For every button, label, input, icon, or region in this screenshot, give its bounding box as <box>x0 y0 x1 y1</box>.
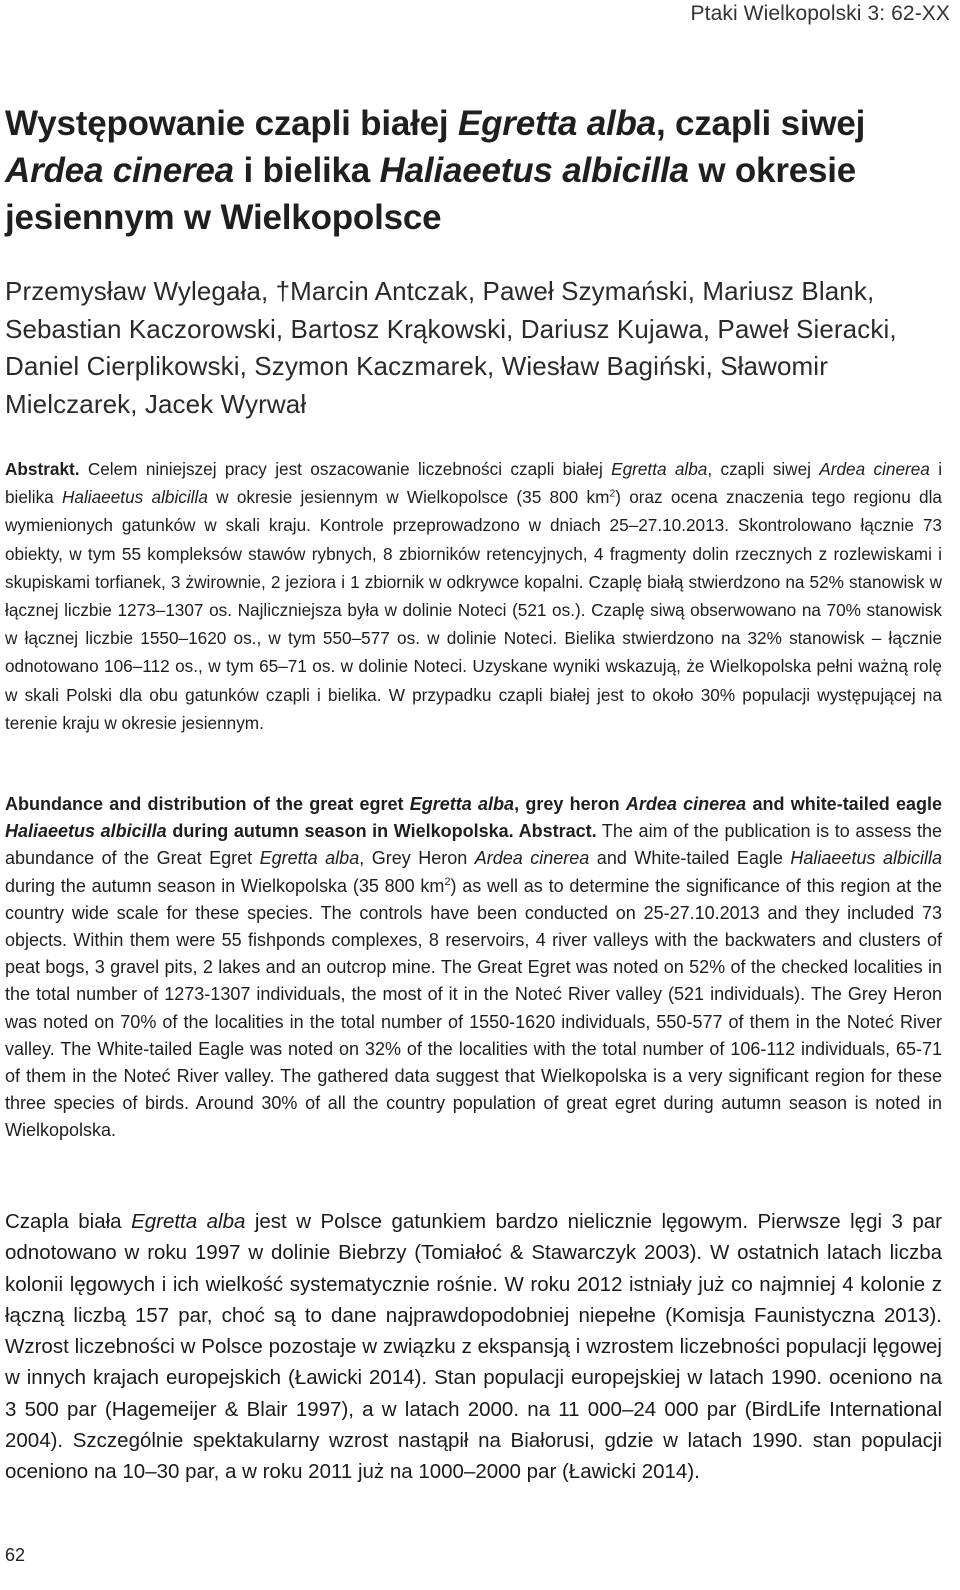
species-name: Ardea cinerea <box>819 459 930 479</box>
abstract-text: i bielika <box>5 459 943 508</box>
author-list: Przemysław Wylegała, †Marcin Antczak, Paweł Szymański, Mariusz Blank, Sebastian Kaczorowski, Bartosz Krąkowski, Dariusz Kujawa, Paweł Sieracki, Daniel Cierplikowski, Szymon Kaczmarek, Wiesław Bagiński, Sławomir Mielczarek, Jacek Wyrwał <box>5 276 897 419</box>
abstract-text: , czapli siwej <box>707 459 820 479</box>
species-name: Ardea cinerea <box>625 794 747 814</box>
article-title <box>5 100 945 241</box>
title-species-egret: Egretta alba <box>457 104 656 143</box>
abstract-english <box>5 791 942 1145</box>
title-part: Występowanie czapli białej <box>5 104 458 143</box>
heading-part: , grey heron <box>514 794 626 814</box>
abstract-text: Celem niniejszej pracy jest oszacowanie liczebności czapli białej <box>79 459 612 479</box>
title-part: w okresie jesiennym w Wielkopolsce <box>5 151 857 237</box>
abstract-text: w okresie jesiennym w Wielkopolsce (35 800 km <box>207 487 610 508</box>
abstract-text: ) oraz ocena znaczenia tego regionu dla wymienionych gatunków w skali kraju. Kontrole przeprowadzono w dniach 25–27.10.2013. Skontrolowano łącznie 73 obiekty, w tym 55 kompleksów stawów rybnych, 8 zbiorników retencyjnych, 4 fragmenty dolin rzecznych z rozlewiskami i skupiskami torfianek, 3 żwirownie, 2 jeziora i 1 zbiornik w odkrywce kopalni. Czaplę białą stwierdzono na 52% stanowisk w łącznej liczbie 1273–1307 os. Najliczniejsza była w dolinie Noteci (521 os.). Czaplę siwą obserwowano na 70% stanowisk w łącznej liczbie 1550–1620 os., w tym 550–577 os. w dolinie Noteci. Bielika stwierdzono na 32% stanowisk – łącznie odnotowano 106–112 os., w tym 65–71 os. w dolinie Noteci. Uzyskane wyniki wskazują, że Wielkopolska pełni ważną rolę w skali Polski dla obu gatunków czapli i bielika. W przypadku czapli białej jest to około 30% populacji występującej na terenie kraju w okresie jesiennym. <box>5 487 942 733</box>
abstract-text: and White-tailed Eagle <box>589 848 791 869</box>
title-species-eagle: Haliaeetus albicilla <box>379 151 689 190</box>
species-name: Egretta alba <box>409 794 515 814</box>
species-name: Haliaeetus albicilla <box>790 848 942 869</box>
abstract-text: , Grey Heron <box>359 848 475 869</box>
abstract-text: The aim of the publication is to assess the abundance of the Great Egret <box>5 821 943 869</box>
page-number: 62 <box>5 1545 26 1565</box>
species-name: Haliaeetus albicilla <box>62 487 208 508</box>
title-part: , czapli siwej <box>655 104 866 143</box>
heading-part: and white-tailed eagle <box>746 794 942 814</box>
body-text: Czapla biała <box>5 1210 132 1233</box>
abstract-text: ) as well as to determine the significance of this region at the country wide scale for these species. The controls have been conducted on 25-27.10.2013 and they included 73 objects. Within them were 55 fishponds complexes, 8 reservoirs, 4 river valleys with the backwaters and clusters of peat bogs, 3 gravel pits, 2 lakes and an outcrop mine. The Great Egret was noted on 52% of the checked localities in the total number of 1273-1307 individuals, the most of it in the Noteć River valley (521 individuals). The Grey Heron was noted on 70% of the localities in the total number of 1550-1620 individuals, 550-577 of them in the Noteć River valley. The White-tailed Eagle was noted on 32% of the localities with the total number of 106-112 individuals, 65-71 of them in the Noteć River valley. The gathered data suggest that Wielkopolska is a very significant region for these three species of birds. Around 30% of all the country population of great egret during autumn season is noted in Wielkopolska. <box>5 875 942 1141</box>
title-species-heron: Ardea cinerea <box>5 151 234 190</box>
species-name: Egretta alba <box>259 848 360 869</box>
species-name: Egretta alba <box>611 459 708 479</box>
heading-part: during autumn season in Wielkopolska. Abstract. <box>166 821 597 842</box>
body-paragraph <box>5 1206 942 1488</box>
superscript: 2 <box>609 488 616 500</box>
journal-reference: Ptaki Wielkopolski 3: 62-XX <box>690 2 950 25</box>
superscript: 2 <box>444 875 451 888</box>
species-name: Egretta alba <box>131 1210 246 1233</box>
species-name: Ardea cinerea <box>474 848 590 869</box>
species-name: Haliaeetus albicilla <box>5 821 167 842</box>
title-part: i bielika <box>233 151 380 190</box>
abstract-text: during the autumn season in Wielkopolska (35 800 km <box>5 875 445 896</box>
body-text: jest w Polsce gatunkiem bardzo nielicznie lęgowym. Pierwsze lęgi 3 par odnotowano w roku 1997 w dolinie Biebrzy (Tomiałoć & Stawarczyk 2003). W ostatnich latach liczba kolonii lęgowych i ich wielkość systematycznie rośnie. W roku 2012 istniały już co najmniej 4 kolonie z łączną liczbą 157 par, choć są to dane najprawdopodobniej niepełne (Komisja Faunistyczna 2013). Wzrost liczebności w Polsce pozostaje w związku z ekspansją i wzrostem liczebności populacji lęgowej w innych krajach europejskich (Ławicki 2014). Stan populacji europejskiej w latach 1990. oceniono na 3 500 par (Hagemeijer & Blair 1997), a w latach 2000. na 11 000–24 000 par (BirdLife International 2004). Szczególnie spektakularny wzrost nastąpił na Białorusi, gdzie w latach 1990. stan populacji oceniono na 10–30 par, a w roku 2011 już na 1000–2000 par (Ławicki 2014). <box>5 1210 942 1484</box>
heading-part: Abundance and distribution of the great egret <box>5 794 410 814</box>
abstract-polish <box>5 455 942 737</box>
abstract-label: Abstrakt. <box>5 459 80 479</box>
